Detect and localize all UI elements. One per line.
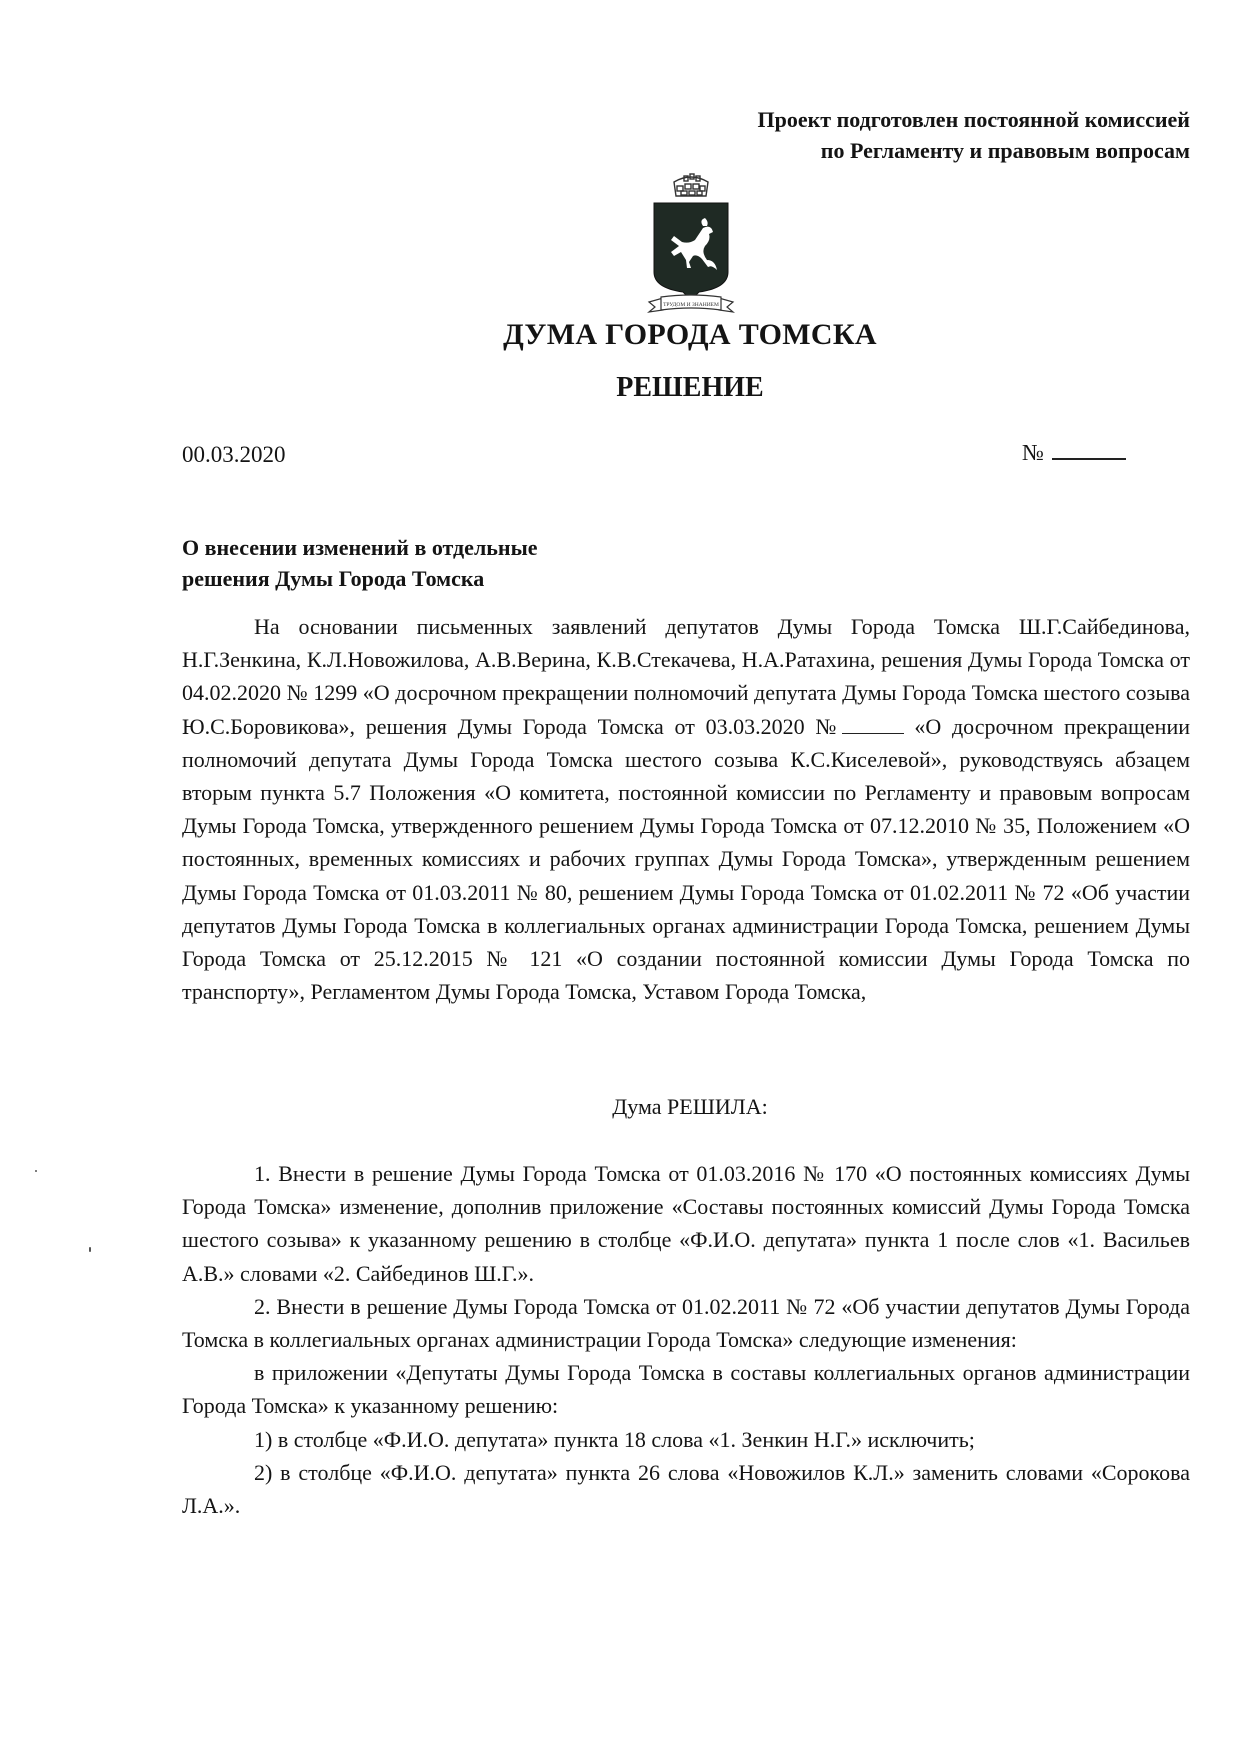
subject-line-2: решения Думы Города Томска bbox=[182, 566, 485, 591]
decision-item-2-intro: в приложении «Депутаты Думы Города Томска в составы коллегиальных органов администрации Города Томска» к указанному решению: bbox=[182, 1360, 1190, 1419]
svg-text:ТРУДОМ И ЗНАНИЕМ: ТРУДОМ И ЗНАНИЕМ bbox=[663, 302, 719, 308]
decision-item-2-sub-2: 2) в столбце «Ф.И.О. депутата» пункта 26 слова «Новожилов К.Л.» заменить словами «Сорокова Л.А.». bbox=[182, 1459, 1190, 1519]
document-number bbox=[1022, 438, 1126, 466]
document-type-title: РЕШЕНИЕ bbox=[616, 372, 764, 403]
prepared-by-line-1: Проект подготовлен постоянной комиссией bbox=[757, 107, 1190, 132]
decision-item-1: 1. Внести в решение Думы Города Томска от 01.03.2016 № 170 «О постоянных комиссиях Думы Города Томска» изменение, дополнив приложение «Составы постоянных комиссий Думы Города Томска шестого созыва» к указанному решению в столбце «Ф.И.О. депутата» пункта 1 после слов «1. Васильев А.В.» словами «2. Сайбединов Ш.Г.». bbox=[182, 1161, 1190, 1286]
scan-speck bbox=[35, 1170, 37, 1172]
tomsk-coat-of-arms-icon bbox=[641, 160, 741, 320]
organization-title: ДУМА ГОРОДА ТОМСКА bbox=[503, 318, 877, 351]
decision-items bbox=[182, 1157, 1190, 1522]
preamble-text: На основании письменных заявлений депутатов Думы Города Томска Ш.Г.Сайбединова, Н.Г.Зенкина, К.Л.Новожилова, А.В.Верина, К.В.Стекачева, Н.А.Ратахина, решения Думы Города Томска от 04.02.2020 № 1299 «О досрочном прекращении полномочий депутата Думы Города Томска шестого созыва Ю.С.Боровикова», решения Думы Города Томска от 03.03.2020 № «О досрочном прекращении полномочий депутата Думы Города Томска шестого созыва К.С.Киселевой», руководствуясь абзацем вторым пункта 5.7 Положения «О комитета, постоянной комиссии по Регламенту и правовым вопросам Думы Города Томска, утвержденного решением Думы Города Томска от 07.12.2010 № 35, Положением «О постоянных, временных комиссиях и рабочих группах Думы Города Томска», утвержденным решением Думы Города Томска от 01.03.2011 № 80, решением Думы Города Томска от 01.02.2011 № 72 «Об участии депутатов Думы Города Томска в коллегиальных органах администрации Города Томска, решением Думы Города Томска от 25.12.2015 № 121 «О создании постоянной комиссии Думы Города Томска по транспорту», Регламентом Думы Города Томска, Уставом Города Томска, bbox=[182, 614, 1190, 1005]
decided-heading: Дума РЕШИЛА: bbox=[612, 1094, 768, 1119]
document-subject bbox=[182, 532, 538, 594]
decision-item-2: 2. Внести в решение Думы Города Томска от 01.02.2011 № 72 «Об участии депутатов Думы Города Томска в коллегиальных органах администрации Города Томска» следующие изменения: bbox=[182, 1293, 1190, 1353]
number-label: № bbox=[1022, 440, 1044, 465]
number-blank-field bbox=[1052, 438, 1126, 460]
scan-speck bbox=[89, 1247, 91, 1252]
document-date: 00.03.2020 bbox=[182, 442, 286, 467]
decision-item-2-sub-1: 1) в столбце «Ф.И.О. депутата» пункта 18 слова «1. Зенкин Н.Г.» исключить; bbox=[254, 1426, 975, 1452]
prepared-by-line-2: по Регламенту и правовым вопросам bbox=[820, 138, 1190, 163]
prepared-by-note bbox=[757, 104, 1190, 166]
crown-icon bbox=[674, 174, 708, 196]
preamble-paragraph bbox=[182, 610, 1190, 1008]
preamble-number-blank bbox=[842, 715, 904, 734]
subject-line-1: О внесении изменений в отдельные bbox=[182, 535, 538, 560]
